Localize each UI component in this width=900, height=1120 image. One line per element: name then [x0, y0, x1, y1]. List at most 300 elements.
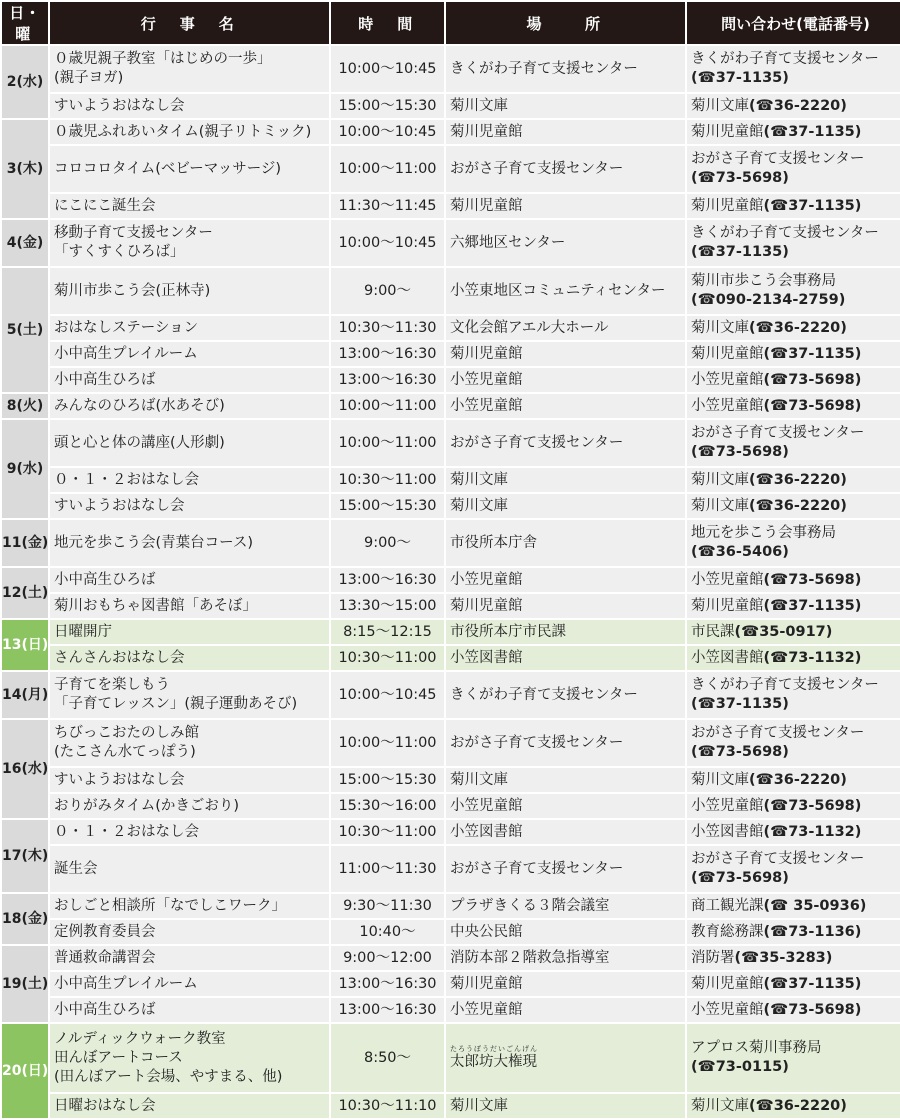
event-name: (たこさん水てっぽう) — [54, 744, 196, 760]
event-name: さんさんおはなし会 — [54, 649, 185, 666]
contact-phone: (☎73-5698) — [763, 797, 862, 814]
event-cell — [50, 220, 329, 266]
place-name: 菊川児童館 — [450, 975, 523, 992]
event-cell — [50, 342, 329, 366]
place-name: 小笠児童館 — [450, 371, 523, 388]
table-row — [2, 468, 900, 492]
place-name: 小笠児童館 — [450, 397, 523, 414]
event-cell — [50, 194, 329, 218]
table-row — [2, 1094, 900, 1118]
contact-phone: (☎73-5698) — [691, 170, 789, 186]
place-name: 市役所本庁市民課 — [450, 623, 566, 640]
date-cell: 3(木) — [2, 120, 48, 218]
contact-cell — [687, 568, 900, 592]
event-name: すいようおはなし会 — [54, 771, 185, 788]
time-cell: 10:40～ — [331, 920, 444, 944]
table-row — [2, 646, 900, 670]
contact-cell — [687, 268, 900, 314]
contact-org: 菊川文庫 — [691, 1097, 749, 1114]
contact-phone: (☎73-1132) — [763, 649, 862, 666]
event-name: おしごと相談所「なでしこワーク」 — [54, 897, 286, 914]
contact-phone: (☎36-2220) — [749, 497, 847, 514]
date-cell: 2(水) — [2, 46, 48, 118]
event-name: おりがみタイム(かきごおり) — [54, 797, 240, 814]
time-cell: 15:00～15:30 — [331, 494, 444, 518]
contact-phone: (☎37-1135) — [763, 597, 862, 614]
event-cell — [50, 368, 329, 392]
place-name: 菊川文庫 — [450, 97, 508, 114]
table-row — [2, 846, 900, 892]
contact-phone: (☎73-5698) — [763, 371, 862, 388]
time-cell: 11:00～11:30 — [331, 846, 444, 892]
event-cell — [50, 468, 329, 492]
contact-cell — [687, 494, 900, 518]
contact-org: 地元を歩こう会事務局 — [691, 525, 836, 541]
place-name: きくがわ子育て支援センター — [450, 60, 638, 77]
place-name: 小笠図書館 — [450, 823, 523, 840]
time-cell: 10:00～11:00 — [331, 420, 444, 466]
date-cell: 4(金) — [2, 220, 48, 266]
time-cell: 10:00～10:45 — [331, 672, 444, 718]
time-cell: 10:00～10:45 — [331, 220, 444, 266]
contact-phone: (☎37-1135) — [691, 696, 789, 712]
event-cell — [50, 894, 329, 918]
contact-org: 菊川文庫 — [691, 771, 749, 788]
event-name: 「子育てレッスン」(親子運動あそび) — [54, 696, 298, 712]
event-cell — [50, 46, 329, 92]
date-cell: 20(日) — [2, 1024, 48, 1118]
contact-org: 菊川文庫 — [691, 97, 749, 114]
contact-phone: (☎36-2220) — [749, 319, 847, 336]
event-cell — [50, 846, 329, 892]
place-cell — [446, 368, 685, 392]
date-cell: 19(土) — [2, 946, 48, 1022]
place-name: 菊川文庫 — [450, 497, 508, 514]
event-name: 誕生会 — [54, 860, 98, 877]
contact-cell — [687, 794, 900, 818]
contact-phone: (☎37-1135) — [763, 975, 862, 992]
date-cell: 16(水) — [2, 720, 48, 818]
place-cell — [446, 268, 685, 314]
place-name: 菊川児童館 — [450, 197, 523, 214]
table-row — [2, 342, 900, 366]
place-name: 六郷地区センター — [450, 234, 566, 251]
event-cell — [50, 94, 329, 118]
place-cell — [446, 568, 685, 592]
time-cell: 9:00～12:00 — [331, 946, 444, 970]
time-cell: 10:00～11:00 — [331, 720, 444, 766]
place-cell — [446, 768, 685, 792]
place-cell — [446, 894, 685, 918]
contact-cell — [687, 972, 900, 996]
place-name: 中央公民館 — [450, 923, 523, 940]
contact-org: おがさ子育て支援センター — [691, 725, 865, 741]
date-cell: 5(土) — [2, 268, 48, 392]
time-cell: 10:00～11:00 — [331, 146, 444, 192]
contact-org: 小笠図書館 — [691, 649, 764, 666]
place-cell — [446, 846, 685, 892]
contact-cell — [687, 420, 900, 466]
contact-cell — [687, 646, 900, 670]
place-cell — [446, 794, 685, 818]
place-cell — [446, 998, 685, 1022]
event-cell — [50, 268, 329, 314]
contact-org: 菊川児童館 — [691, 975, 764, 992]
contact-phone: (☎73-5698) — [763, 571, 862, 588]
place-name: きくがわ子育て支援センター — [450, 686, 638, 703]
contact-cell — [687, 146, 900, 192]
table-row — [2, 998, 900, 1022]
event-name: 小中高生プレイルーム — [54, 345, 198, 362]
event-cell — [50, 1024, 329, 1092]
contact-cell — [687, 94, 900, 118]
time-cell: 10:30～11:00 — [331, 820, 444, 844]
place-name: 小笠児童館 — [450, 571, 523, 588]
time-cell: 11:30～11:45 — [331, 194, 444, 218]
event-name: 菊川おもちゃ図書館「あそぼ」 — [54, 597, 257, 614]
contact-phone: (☎36-5406) — [691, 544, 789, 560]
event-name: ０歳児親子教室「はじめの一歩」 — [54, 51, 272, 67]
place-cell — [446, 620, 685, 644]
place-cell — [446, 468, 685, 492]
header-event: 行 事 名 — [50, 2, 329, 44]
event-cell — [50, 420, 329, 466]
place-name: おがさ子育て支援センター — [450, 860, 624, 877]
table-row — [2, 420, 900, 466]
table-row — [2, 46, 900, 92]
header-date: 日･曜 — [2, 2, 48, 44]
event-cell — [50, 520, 329, 566]
contact-org: 菊川児童館 — [691, 123, 764, 140]
date-cell: 11(金) — [2, 520, 48, 566]
event-cell — [50, 972, 329, 996]
time-cell: 13:00～16:30 — [331, 972, 444, 996]
event-name: すいようおはなし会 — [54, 497, 185, 514]
event-cell — [50, 646, 329, 670]
place-name: 小笠図書館 — [450, 649, 523, 666]
event-name: 田んぼアートコース — [54, 1049, 183, 1066]
place-cell — [446, 194, 685, 218]
contact-org: 菊川文庫 — [691, 319, 749, 336]
place-name: 菊川児童館 — [450, 123, 523, 140]
event-name: 移動子育て支援センター — [54, 225, 213, 241]
time-cell: 13:30～15:00 — [331, 594, 444, 618]
contact-phone: (☎73-5698) — [763, 397, 862, 414]
contact-cell — [687, 220, 900, 266]
event-name: にこにこ誕生会 — [54, 197, 156, 214]
place-name: 菊川文庫 — [450, 771, 508, 788]
contact-org: 菊川市歩こう会事務局 — [691, 273, 836, 289]
time-cell: 10:30～11:00 — [331, 646, 444, 670]
time-cell: 13:00～16:30 — [331, 342, 444, 366]
time-cell: 15:00～15:30 — [331, 94, 444, 118]
event-cell — [50, 946, 329, 970]
contact-org: きくがわ子育て支援センター — [691, 677, 879, 693]
contact-org: 小笠児童館 — [691, 1001, 764, 1018]
contact-phone: (☎73-5698) — [691, 744, 789, 760]
place-name: 文化会館アエル大ホール — [450, 319, 609, 336]
time-cell: 13:00～16:30 — [331, 568, 444, 592]
table-row — [2, 520, 900, 566]
contact-cell — [687, 520, 900, 566]
event-name: ちびっこおたのしみ館 — [54, 725, 199, 741]
place-cell — [446, 1094, 685, 1118]
event-name: 日曜おはなし会 — [54, 1097, 156, 1114]
event-cell — [50, 820, 329, 844]
time-cell: 8:15～12:15 — [331, 620, 444, 644]
contact-org: きくがわ子育て支援センター — [691, 51, 879, 67]
place-cell — [446, 146, 685, 192]
event-name: すいようおはなし会 — [54, 97, 185, 114]
table-row — [2, 316, 900, 340]
contact-phone: (☎73-1136) — [763, 923, 862, 940]
place-cell — [446, 972, 685, 996]
event-name: ０・１・２おはなし会 — [54, 471, 199, 488]
contact-cell — [687, 672, 900, 718]
event-name: ０・１・２おはなし会 — [54, 823, 199, 840]
place-name: おがさ子育て支援センター — [450, 734, 624, 751]
contact-phone: (☎37-1135) — [763, 123, 862, 140]
header-time: 時 間 — [331, 2, 444, 44]
time-cell: 13:00～16:30 — [331, 998, 444, 1022]
event-name: ノルディックウォーク教室 — [54, 1030, 226, 1047]
place-name: 菊川児童館 — [450, 345, 523, 362]
table-row — [2, 620, 900, 644]
contact-cell — [687, 894, 900, 918]
date-cell: 8(火) — [2, 394, 48, 418]
place-cell — [446, 520, 685, 566]
event-cell — [50, 1094, 329, 1118]
place-cell — [446, 94, 685, 118]
table-row — [2, 268, 900, 314]
event-cell — [50, 998, 329, 1022]
event-name: 定例教育委員会 — [54, 923, 156, 940]
contact-cell — [687, 720, 900, 766]
place-name: おがさ子育て支援センター — [450, 160, 624, 177]
table-row — [2, 1024, 900, 1092]
contact-cell — [687, 594, 900, 618]
contact-phone: (☎36-2220) — [749, 97, 847, 114]
event-cell — [50, 768, 329, 792]
time-cell: 9:00～ — [331, 268, 444, 314]
event-cell — [50, 120, 329, 144]
place-name: 菊川文庫 — [450, 1097, 508, 1114]
header-contact: 問い合わせ(電話番号) — [687, 2, 900, 44]
contact-org: 市民課 — [691, 623, 735, 640]
contact-phone: (☎36-2220) — [749, 771, 847, 788]
table-row — [2, 894, 900, 918]
contact-org: アプロス菊川事務局 — [691, 1040, 822, 1056]
place-name: 太郎坊大権現 — [450, 1053, 537, 1070]
contact-org: 菊川児童館 — [691, 197, 764, 214]
event-name: 小中高生ひろば — [54, 571, 156, 588]
event-name: 頭と心と体の講座(人形劇) — [54, 434, 225, 451]
event-name: おはなしステーション — [54, 319, 199, 336]
contact-cell — [687, 768, 900, 792]
place-name: 小笠児童館 — [450, 1001, 523, 1018]
contact-phone: (☎73-0115) — [691, 1059, 789, 1075]
contact-cell — [687, 1094, 900, 1118]
time-cell: 9:30～11:30 — [331, 894, 444, 918]
event-name: 「すくすくひろば」 — [54, 244, 185, 260]
event-name: 普通救命講習会 — [54, 949, 156, 966]
contact-org: 菊川文庫 — [691, 497, 749, 514]
event-cell — [50, 720, 329, 766]
date-cell: 18(金) — [2, 894, 48, 944]
contact-cell — [687, 46, 900, 92]
table-row — [2, 394, 900, 418]
table-row — [2, 946, 900, 970]
contact-org: 小笠児童館 — [691, 371, 764, 388]
time-cell: 10:30～11:30 — [331, 316, 444, 340]
place-cell — [446, 394, 685, 418]
contact-phone: (☎73-5698) — [691, 444, 789, 460]
place-cell — [446, 946, 685, 970]
contact-phone: (☎35-3283) — [734, 949, 833, 966]
table-row — [2, 920, 900, 944]
contact-org: 菊川児童館 — [691, 597, 764, 614]
contact-cell — [687, 194, 900, 218]
table-row — [2, 220, 900, 266]
time-cell: 13:00～16:30 — [331, 368, 444, 392]
event-cell — [50, 494, 329, 518]
event-cell — [50, 568, 329, 592]
time-cell: 8:50～ — [331, 1024, 444, 1092]
event-cell — [50, 620, 329, 644]
contact-org: おがさ子育て支援センター — [691, 851, 865, 867]
table-row — [2, 194, 900, 218]
contact-phone: (☎73-5698) — [691, 870, 789, 886]
place-name: 菊川児童館 — [450, 597, 523, 614]
time-cell: 10:00～11:00 — [331, 394, 444, 418]
time-cell: 10:00～10:45 — [331, 120, 444, 144]
date-cell: 17(木) — [2, 820, 48, 892]
table-row — [2, 594, 900, 618]
event-name: みんなのひろば(水あそび) — [54, 397, 225, 414]
place-cell — [446, 420, 685, 466]
place-name: 小笠東地区コミュニティセンター — [450, 282, 666, 299]
contact-phone: (☎090-2134-2759) — [691, 292, 846, 308]
table-row — [2, 794, 900, 818]
contact-phone: (☎36-2220) — [749, 1097, 847, 1114]
place-cell — [446, 220, 685, 266]
header-row — [2, 2, 900, 44]
event-cell — [50, 146, 329, 192]
event-name: 地元を歩こう会(青葉台コース) — [54, 534, 254, 551]
table-row — [2, 720, 900, 766]
place-cell — [446, 46, 685, 92]
contact-cell — [687, 620, 900, 644]
contact-org: 商工観光課 — [691, 897, 764, 914]
contact-org: 教育総務課 — [691, 923, 764, 940]
contact-cell — [687, 316, 900, 340]
contact-cell — [687, 394, 900, 418]
event-name: (田んぼアート会場、やすまる、他) — [54, 1068, 283, 1085]
contact-phone: (☎35-0917) — [734, 623, 833, 640]
place-cell — [446, 646, 685, 670]
place-name: 菊川文庫 — [450, 471, 508, 488]
event-name: 小中高生ひろば — [54, 371, 156, 388]
contact-cell — [687, 846, 900, 892]
place-name: 小笠児童館 — [450, 797, 523, 814]
place-name: プラザきくる３階会議室 — [450, 897, 610, 914]
contact-phone: (☎37-1135) — [763, 345, 862, 362]
table-row — [2, 146, 900, 192]
place-cell — [446, 316, 685, 340]
contact-phone: (☎36-2220) — [749, 471, 847, 488]
event-name: (親子ヨガ) — [54, 70, 124, 86]
event-name: 小中高生ひろば — [54, 1001, 156, 1018]
table-row — [2, 820, 900, 844]
event-name: コロコロタイム(ベビーマッサージ) — [54, 160, 282, 177]
place-cell — [446, 672, 685, 718]
contact-org: 菊川児童館 — [691, 345, 764, 362]
event-name: 子育てを楽しもう — [54, 677, 170, 693]
contact-phone: (☎37-1135) — [691, 70, 789, 86]
date-cell: 9(水) — [2, 420, 48, 518]
contact-org: 菊川文庫 — [691, 471, 749, 488]
place-name: おがさ子育て支援センター — [450, 434, 624, 451]
contact-phone: (☎73-5698) — [763, 1001, 862, 1018]
contact-cell — [687, 998, 900, 1022]
contact-cell — [687, 120, 900, 144]
place-cell — [446, 120, 685, 144]
table-row — [2, 672, 900, 718]
place-name: 消防本部２階救急指導室 — [450, 949, 610, 966]
time-cell: 15:30～16:00 — [331, 794, 444, 818]
place-cell — [446, 820, 685, 844]
event-cell — [50, 794, 329, 818]
place-cell — [446, 1024, 685, 1092]
table-row — [2, 568, 900, 592]
place-cell — [446, 342, 685, 366]
contact-cell — [687, 368, 900, 392]
event-name: 日曜開庁 — [54, 623, 112, 640]
schedule-body — [2, 46, 900, 1118]
time-cell: 10:30～11:00 — [331, 468, 444, 492]
event-name: 菊川市歩こう会(正林寺) — [54, 282, 211, 299]
event-cell — [50, 316, 329, 340]
date-cell: 13(日) — [2, 620, 48, 670]
contact-org: おがさ子育て支援センター — [691, 425, 865, 441]
date-cell: 12(土) — [2, 568, 48, 618]
contact-cell — [687, 946, 900, 970]
time-cell: 10:00～10:45 — [331, 46, 444, 92]
contact-phone: (☎73-1132) — [763, 823, 862, 840]
date-cell: 14(月) — [2, 672, 48, 718]
contact-phone: (☎ 35-0936) — [763, 897, 867, 914]
time-cell: 10:30～11:10 — [331, 1094, 444, 1118]
contact-org: 小笠児童館 — [691, 571, 764, 588]
event-cell — [50, 920, 329, 944]
contact-cell — [687, 468, 900, 492]
contact-org: おがさ子育て支援センター — [691, 151, 865, 167]
table-row — [2, 94, 900, 118]
table-row — [2, 972, 900, 996]
place-cell — [446, 594, 685, 618]
contact-phone: (☎37-1135) — [691, 244, 789, 260]
contact-cell — [687, 820, 900, 844]
event-cell — [50, 594, 329, 618]
contact-org: 小笠児童館 — [691, 397, 764, 414]
event-name: 小中高生プレイルーム — [54, 975, 198, 992]
table-row — [2, 768, 900, 792]
contact-org: 小笠児童館 — [691, 797, 764, 814]
place-cell — [446, 494, 685, 518]
event-name: ０歳児ふれあいタイム(親子リトミック) — [54, 123, 312, 140]
header-place: 場 所 — [446, 2, 685, 44]
event-cell — [50, 672, 329, 718]
